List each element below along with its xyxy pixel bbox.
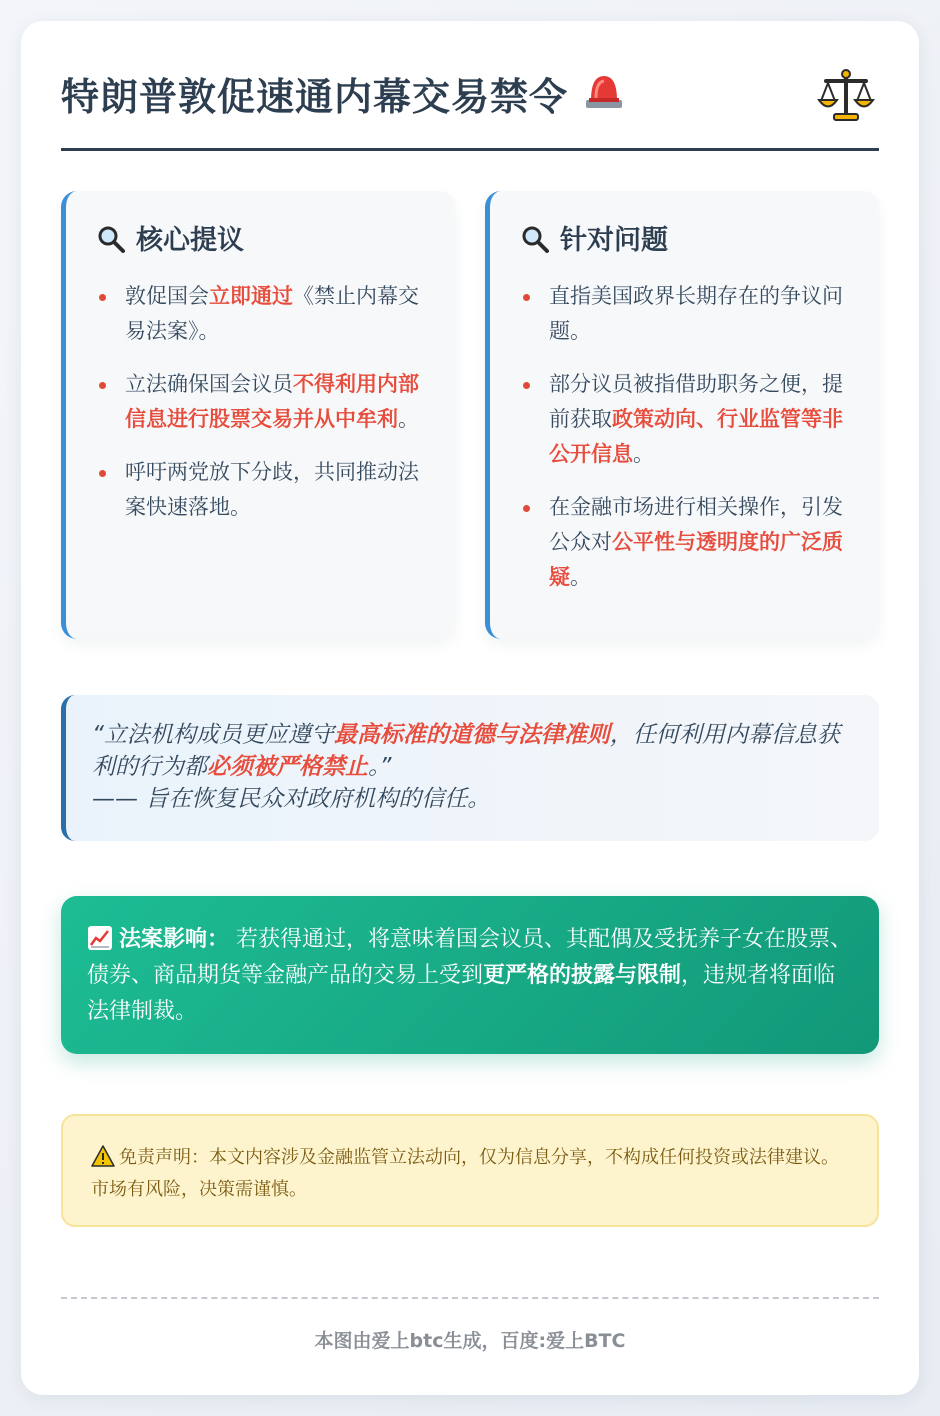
footer-divider [61,1297,879,1299]
impact-strong: 更严格的披露与限制 [483,963,682,988]
page-title-text: 特朗普敦促速通内幕交易禁令 [61,75,569,119]
proposal-heading-text: 核心提议 [136,225,244,256]
warning-icon [91,1145,115,1167]
list-item: 敦促国会立即通过《禁止内幕交易法案》。 [96,279,426,349]
chart-up-icon [87,925,113,951]
quote-text: “立法机构成员更应遵守最高标准的道德与法律准则，任何利用内幕信息获利的行为都必须被严格禁止。” [92,722,840,780]
list-item: 直指美国政界长期存在的争议问题。 [520,279,850,349]
disclaimer-box [61,1114,879,1227]
page-title [61,69,626,125]
list-item: 部分议员被指借助职务之便，提前获取政策动向、行业监管等非公开信息。 [520,367,850,472]
impact-box: 法案影响： 若获得通过，将意味着国会议员、其配偶及受抚养子女在股票、债券、商品期货等金融产品的交易上受到更严格的披露与限制，违规者将面临法律制裁。 [61,896,879,1054]
impact-text: 若获得通过，将意味着国会议员、其配偶及受抚养子女在股票、债券、商品期货等金融产品的交易上受到 [87,927,853,988]
magnifier-icon [520,224,550,254]
quote-attribution: —— 旨在恢复民众对政府机构的信任。 [92,786,491,812]
impact-label: 法案影响： [119,927,230,952]
proposal-panel [61,191,455,639]
footer-text: 本图由爱上btc生成，百度:爱上BTC [314,1330,626,1352]
disclaimer-text: 免责声明：本文内容涉及金融监管立法动向，仅为信息分享，不构成任何投资或法律建议。市场有风险，决策需谨慎。 [91,1147,839,1200]
issues-heading-text: 针对问题 [560,225,668,256]
siren-icon [582,69,626,125]
list-item: 立法确保国会议员不得利用内部信息进行股票交易并从中牟利。 [96,367,426,437]
list-item: 呼吁两党放下分歧，共同推动法案快速落地。 [96,455,426,525]
magnifier-icon [96,224,126,254]
scales-icon [817,67,875,129]
list-item: 在金融市场进行相关操作，引发公众对公平性与透明度的广泛质疑。 [520,490,850,595]
proposal-heading [96,221,244,261]
issues-heading [520,221,668,261]
info-card [21,21,919,1395]
proposal-list [96,279,426,543]
header [61,69,879,151]
quote-block [61,695,879,841]
issues-panel [485,191,879,639]
issues-list [520,279,850,613]
